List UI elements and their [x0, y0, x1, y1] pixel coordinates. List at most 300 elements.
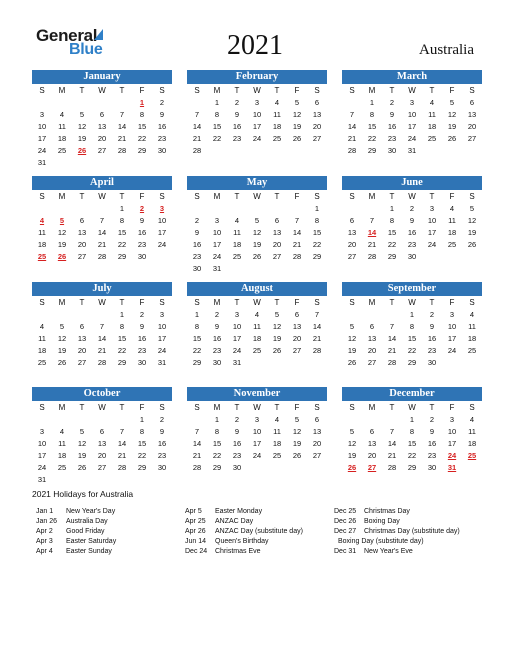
day-cell: 16: [407, 228, 417, 237]
holiday-date: Apr 2: [36, 528, 53, 535]
day-cell: 23: [232, 451, 242, 460]
day-cell: 19: [292, 439, 302, 448]
day-cell: 10: [252, 427, 262, 436]
day-cell: 11: [273, 110, 281, 119]
empty-cell: [382, 309, 402, 321]
day-cell: 27: [97, 146, 107, 155]
day-cell: 22: [387, 240, 397, 249]
day-cell: 11: [58, 122, 66, 131]
empty-cell: [92, 414, 112, 426]
day-cell: 28: [192, 463, 202, 472]
empty-cell: [227, 203, 247, 215]
holiday-day: 5: [59, 216, 65, 225]
holiday-day: 26: [57, 252, 67, 261]
day-cell: 6: [369, 322, 375, 331]
day-cell: 5: [79, 110, 85, 119]
day-cell: 13: [312, 110, 322, 119]
day-cell: 8: [119, 216, 125, 225]
month-grid: [32, 84, 172, 169]
empty-cell: [267, 203, 287, 215]
day-cell: 3: [254, 98, 260, 107]
weekday-label: T: [234, 86, 240, 95]
empty-cell: [382, 414, 402, 426]
month-grid: [187, 296, 327, 369]
weekday-label: F: [449, 192, 455, 201]
day-cell: 14: [97, 228, 107, 237]
day-cell: 3: [214, 216, 220, 225]
weekday-label: T: [274, 298, 280, 307]
holiday-date: Apr 3: [36, 538, 53, 545]
day-cell: 3: [449, 310, 455, 319]
day-cell: 26: [252, 252, 262, 261]
day-cell: 9: [389, 110, 395, 119]
day-cell: 16: [387, 122, 397, 131]
empty-cell: [112, 414, 132, 426]
holiday-row: [185, 547, 335, 557]
weekday-label: T: [79, 86, 85, 95]
day-cell: 10: [232, 322, 242, 331]
day-cell: 16: [137, 334, 147, 343]
day-cell: 2: [429, 310, 435, 319]
day-cell: 2: [159, 98, 165, 107]
day-cell: 23: [387, 134, 397, 143]
day-cell: 15: [312, 228, 322, 237]
day-cell: 21: [347, 134, 357, 143]
day-cell: 2: [409, 204, 415, 213]
month-grid: [342, 190, 482, 263]
day-cell: 30: [387, 146, 397, 155]
day-cell: 12: [347, 334, 357, 343]
month-march: [342, 70, 482, 157]
holiday-date: Apr 25: [185, 518, 206, 525]
day-cell: 12: [252, 228, 262, 237]
day-cell: 9: [159, 110, 165, 119]
weekday-label: W: [98, 192, 106, 201]
empty-cell: [342, 203, 362, 215]
holiday-date: Jan 1: [36, 508, 54, 515]
month-may: [187, 176, 327, 275]
day-cell: 3: [449, 415, 455, 424]
day-cell: 13: [367, 334, 377, 343]
day-cell: 17: [37, 134, 47, 143]
day-cell: 6: [349, 216, 355, 225]
weekday-label: M: [58, 403, 66, 412]
day-cell: 1: [369, 98, 375, 107]
day-cell: 28: [97, 252, 107, 261]
day-cell: 13: [347, 228, 357, 237]
weekday-label: S: [314, 403, 320, 412]
day-cell: 22: [117, 240, 127, 249]
day-cell: 15: [367, 122, 377, 131]
day-cell: 4: [254, 310, 260, 319]
day-cell: 15: [117, 228, 127, 237]
weekday-label: S: [159, 192, 165, 201]
day-cell: 19: [57, 346, 67, 355]
day-cell: 14: [347, 122, 357, 131]
weekday-label: S: [349, 192, 355, 201]
day-cell: 19: [347, 346, 357, 355]
month-july: [32, 282, 172, 369]
day-cell: 21: [97, 346, 107, 355]
day-cell: 12: [292, 427, 302, 436]
day-cell: 26: [272, 346, 282, 355]
day-cell: 5: [349, 427, 355, 436]
day-cell: 24: [157, 240, 167, 249]
day-cell: 10: [37, 439, 47, 448]
month-grid: [32, 401, 172, 486]
weekday-label: M: [213, 298, 221, 307]
holiday-day: 25: [467, 451, 477, 460]
weekday-label: F: [139, 192, 145, 201]
month-grid: [342, 296, 482, 369]
month-header: July: [32, 282, 172, 296]
day-cell: 31: [37, 158, 47, 167]
day-cell: 23: [427, 451, 437, 460]
day-cell: 19: [292, 122, 302, 131]
empty-cell: [92, 309, 112, 321]
day-cell: 27: [312, 134, 322, 143]
day-cell: 4: [39, 322, 45, 331]
weekday-label: S: [469, 86, 475, 95]
empty-cell: [52, 309, 72, 321]
day-cell: 25: [427, 134, 437, 143]
day-cell: 14: [387, 334, 397, 343]
day-cell: 15: [212, 122, 222, 131]
day-cell: 6: [369, 427, 375, 436]
weekday-label: S: [469, 403, 475, 412]
month-header: October: [32, 387, 172, 401]
day-cell: 20: [97, 451, 107, 460]
month-header: January: [32, 70, 172, 84]
weekday-label: T: [429, 403, 435, 412]
day-cell: 21: [387, 451, 397, 460]
weekday-label: F: [449, 403, 455, 412]
day-cell: 4: [59, 427, 65, 436]
day-cell: 28: [117, 146, 127, 155]
day-cell: 6: [99, 110, 105, 119]
day-cell: 7: [389, 427, 395, 436]
day-cell: 6: [99, 427, 105, 436]
weekday-label: W: [253, 298, 261, 307]
weekday-label: F: [294, 403, 300, 412]
month-october: [32, 387, 172, 486]
day-cell: 2: [214, 310, 220, 319]
month-header: May: [187, 176, 327, 190]
holiday-row: [36, 527, 186, 537]
month-april: [32, 176, 172, 263]
holiday-day: 1: [139, 98, 145, 107]
day-cell: 27: [467, 134, 477, 143]
day-cell: 25: [467, 346, 477, 355]
weekday-label: M: [368, 298, 376, 307]
day-cell: 24: [407, 134, 417, 143]
day-cell: 9: [429, 322, 435, 331]
day-cell: 29: [387, 252, 397, 261]
day-cell: 18: [272, 122, 282, 131]
day-cell: 5: [59, 322, 65, 331]
day-cell: 10: [447, 322, 457, 331]
holiday-date: Jun 14: [185, 538, 207, 545]
day-cell: 1: [194, 310, 200, 319]
weekday-label: M: [213, 192, 221, 201]
day-cell: 4: [469, 415, 475, 424]
brand-blue-text: Blue: [69, 41, 103, 58]
day-cell: 8: [139, 427, 145, 436]
day-cell: 16: [212, 334, 222, 343]
day-cell: 8: [409, 322, 415, 331]
day-cell: 14: [387, 439, 397, 448]
holiday-date: Apr 26: [185, 528, 206, 535]
holiday-day: 24: [447, 451, 457, 460]
day-cell: 1: [214, 415, 220, 424]
day-cell: 14: [292, 228, 302, 237]
day-cell: 7: [99, 322, 105, 331]
holiday-date: Apr 4: [36, 548, 53, 555]
day-cell: 3: [254, 415, 260, 424]
holiday-name: Australia Day: [66, 518, 108, 525]
day-cell: 7: [389, 322, 395, 331]
day-cell: 19: [252, 240, 262, 249]
holiday-name: ANZAC Day (substitute day): [215, 528, 303, 535]
day-cell: 4: [274, 98, 280, 107]
day-cell: 9: [409, 216, 415, 225]
day-cell: 24: [252, 134, 262, 143]
day-cell: 20: [77, 346, 87, 355]
day-cell: 23: [232, 134, 242, 143]
day-cell: 8: [214, 110, 220, 119]
day-cell: 13: [97, 439, 107, 448]
empty-cell: [32, 203, 52, 215]
day-cell: 8: [214, 427, 220, 436]
holiday-name: ANZAC Day: [215, 518, 254, 525]
day-cell: 23: [157, 134, 167, 143]
empty-cell: [32, 309, 52, 321]
holiday-row: [185, 517, 335, 527]
month-december: [342, 387, 482, 474]
day-cell: 5: [274, 310, 280, 319]
day-cell: 20: [77, 240, 87, 249]
holiday-name: Christmas Day: [364, 508, 410, 515]
weekday-label: T: [234, 403, 240, 412]
weekday-label: S: [39, 86, 45, 95]
day-cell: 17: [232, 334, 242, 343]
calendar-country: Australia: [419, 42, 474, 58]
day-cell: 22: [192, 346, 202, 355]
day-cell: 22: [137, 451, 147, 460]
day-cell: 19: [272, 334, 282, 343]
day-cell: 12: [447, 110, 457, 119]
holiday-row: [36, 517, 186, 527]
day-cell: 24: [232, 346, 242, 355]
day-cell: 29: [407, 463, 417, 472]
day-cell: 21: [367, 240, 377, 249]
day-cell: 26: [57, 358, 67, 367]
weekday-label: T: [234, 298, 240, 307]
day-cell: 14: [97, 334, 107, 343]
month-header: August: [187, 282, 327, 296]
month-header: April: [32, 176, 172, 190]
weekday-label: M: [58, 86, 66, 95]
month-header: June: [342, 176, 482, 190]
holiday-day: 25: [37, 252, 47, 261]
empty-cell: [52, 414, 72, 426]
day-cell: 26: [467, 240, 477, 249]
holiday-name: Easter Sunday: [66, 548, 112, 555]
holiday-row: [334, 527, 484, 537]
day-cell: 25: [272, 451, 282, 460]
empty-cell: [187, 414, 207, 426]
empty-cell: [187, 97, 207, 109]
day-cell: 2: [389, 98, 395, 107]
day-cell: 15: [387, 228, 397, 237]
day-cell: 4: [429, 98, 435, 107]
holiday-name: Good Friday: [66, 528, 105, 535]
day-cell: 30: [137, 358, 147, 367]
day-cell: 21: [192, 134, 202, 143]
day-cell: 24: [427, 240, 437, 249]
month-header: March: [342, 70, 482, 84]
day-cell: 1: [409, 415, 415, 424]
day-cell: 4: [469, 310, 475, 319]
day-cell: 24: [252, 451, 262, 460]
weekday-label: S: [194, 192, 200, 201]
holiday-day: 26: [347, 463, 357, 472]
empty-cell: [32, 97, 52, 109]
day-cell: 28: [367, 252, 377, 261]
day-cell: 16: [192, 240, 202, 249]
day-cell: 11: [448, 216, 456, 225]
holiday-day: 27: [367, 463, 377, 472]
day-cell: 19: [347, 451, 357, 460]
day-cell: 31: [37, 475, 47, 484]
weekday-label: T: [234, 192, 240, 201]
day-cell: 21: [192, 451, 202, 460]
weekday-label: F: [449, 298, 455, 307]
holiday-date: Dec 25: [334, 508, 357, 515]
empty-cell: [92, 97, 112, 109]
day-cell: 25: [57, 146, 67, 155]
day-cell: 27: [97, 463, 107, 472]
day-cell: 4: [274, 415, 280, 424]
day-cell: 10: [212, 228, 222, 237]
weekday-label: S: [39, 192, 45, 201]
day-cell: 19: [447, 122, 457, 131]
day-cell: 12: [292, 110, 302, 119]
day-cell: 28: [387, 463, 397, 472]
day-cell: 4: [234, 216, 240, 225]
day-cell: 26: [447, 134, 457, 143]
weekday-label: M: [58, 192, 66, 201]
weekday-label: F: [294, 86, 300, 95]
day-cell: 29: [312, 252, 322, 261]
day-cell: 22: [407, 451, 417, 460]
day-cell: 30: [212, 358, 222, 367]
day-cell: 19: [77, 134, 87, 143]
day-cell: 3: [234, 310, 240, 319]
weekday-label: W: [408, 192, 416, 201]
empty-cell: [72, 97, 92, 109]
day-cell: 17: [212, 240, 222, 249]
day-cell: 11: [428, 110, 436, 119]
day-cell: 6: [314, 98, 320, 107]
weekday-label: W: [98, 86, 106, 95]
day-cell: 30: [157, 463, 167, 472]
day-cell: 5: [254, 216, 260, 225]
day-cell: 25: [232, 252, 242, 261]
month-grid: [342, 401, 482, 474]
weekday-label: W: [98, 298, 106, 307]
month-february: [187, 70, 327, 157]
day-cell: 15: [117, 334, 127, 343]
day-cell: 4: [59, 110, 65, 119]
day-cell: 14: [117, 439, 127, 448]
day-cell: 10: [427, 216, 437, 225]
day-cell: 2: [139, 310, 145, 319]
day-cell: 20: [367, 346, 377, 355]
day-cell: 31: [407, 146, 417, 155]
day-cell: 13: [367, 439, 377, 448]
month-august: [187, 282, 327, 369]
day-cell: 25: [57, 463, 67, 472]
day-cell: 27: [347, 252, 357, 261]
weekday-label: T: [119, 192, 125, 201]
holiday-date: Dec 27: [334, 528, 357, 535]
weekday-label: T: [389, 403, 395, 412]
day-cell: 28: [312, 346, 322, 355]
empty-cell: [362, 309, 382, 321]
day-cell: 6: [314, 415, 320, 424]
day-cell: 10: [157, 216, 167, 225]
day-cell: 2: [234, 98, 240, 107]
day-cell: 29: [137, 463, 147, 472]
holiday-day: 3: [159, 204, 165, 213]
day-cell: 8: [139, 110, 145, 119]
day-cell: 20: [312, 122, 322, 131]
empty-cell: [342, 414, 362, 426]
day-cell: 1: [389, 204, 395, 213]
day-cell: 10: [407, 110, 417, 119]
day-cell: 15: [212, 439, 222, 448]
weekday-label: S: [194, 298, 200, 307]
day-cell: 18: [252, 334, 262, 343]
day-cell: 7: [119, 110, 125, 119]
day-cell: 28: [97, 358, 107, 367]
empty-cell: [72, 309, 92, 321]
holiday-row: [185, 527, 335, 537]
holiday-date: Dec 24: [185, 548, 208, 555]
weekday-label: S: [159, 86, 165, 95]
day-cell: 29: [367, 146, 377, 155]
empty-cell: [342, 309, 362, 321]
day-cell: 11: [38, 334, 46, 343]
weekday-label: T: [274, 403, 280, 412]
day-cell: 27: [312, 451, 322, 460]
day-cell: 8: [369, 110, 375, 119]
day-cell: 5: [294, 98, 300, 107]
day-cell: 30: [407, 252, 417, 261]
weekday-label: F: [139, 403, 145, 412]
day-cell: 9: [139, 322, 145, 331]
month-grid: [32, 296, 172, 369]
day-cell: 3: [159, 310, 165, 319]
holiday-row: [185, 537, 335, 547]
holiday-day: 26: [77, 146, 87, 155]
day-cell: 1: [314, 204, 320, 213]
day-cell: 20: [272, 240, 282, 249]
day-cell: 21: [312, 334, 322, 343]
day-cell: 16: [232, 439, 242, 448]
day-cell: 5: [469, 204, 475, 213]
